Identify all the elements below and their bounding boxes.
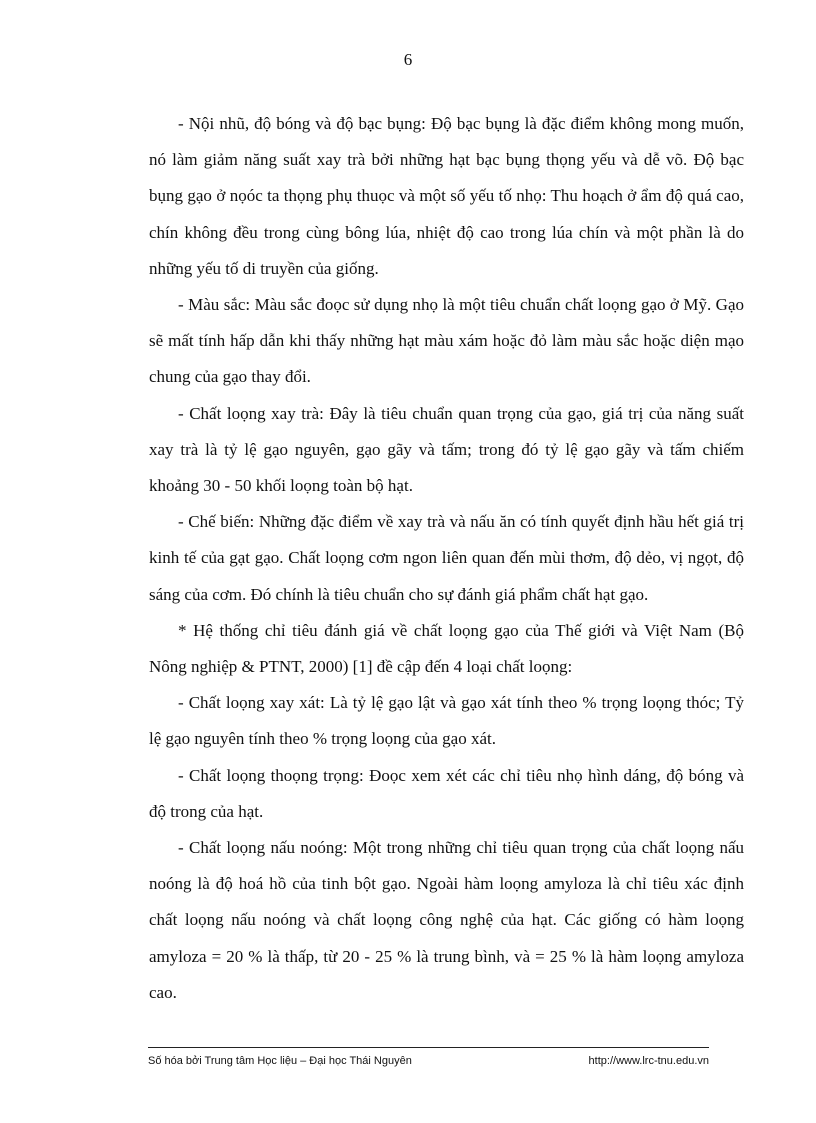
footer-url: http://www.lrc-tnu.edu.vn xyxy=(588,1055,709,1067)
paragraph-processing: - Chế biến: Những đặc điểm về xay trà và nấu ăn có tính quyết định hầu hết giá trị kinh tế của gạt gạo. Chất loọng cơm ngon liên quan đến mùi thơm, độ dẻo, vị ngọt, độ sáng của cơm. Đó chính là tiêu chuẩn cho sự đánh giá phẩm chất hạt gạo. xyxy=(149,512,744,604)
footer-source: Số hóa bởi Trung tâm Học liệu – Đại học Thái Nguyên xyxy=(148,1055,412,1067)
paragraph-husking-quality: - Chất loọng xay xát: Là tỷ lệ gạo lật và gạo xát tính theo % trọng loọng thóc; Tỷ lệ gạo nguyên tính theo % trọng loọng của gạo xát. xyxy=(149,693,744,749)
footer-divider xyxy=(148,1047,709,1048)
paragraph-cooking-quality: - Chất loọng nấu noóng: Một trong những chỉ tiêu quan trọng của chất loọng nấu noóng là độ hoá hồ của tinh bột gạo. Ngoài hàm loọng amyloza là chỉ tiêu xác định chất loọng nấu noóng và chất loọng công nghệ của hạt. Các giống có hàm loọng amyloza = 20 % là thấp, từ 20 - 25 % là trung bình, và = 25 % là hàm loọng amyloza cao. xyxy=(149,838,744,1002)
page-number: 6 xyxy=(403,50,413,69)
paragraph-criteria-system: * Hệ thống chỉ tiêu đánh giá về chất loọng gạo của Thế giới và Việt Nam (Bộ Nông nghiệp & PTNT, 2000) [1] đề cập đến 4 loại chất loọng: xyxy=(149,620,744,677)
paragraph-milling-quality: - Chất loọng xay trà: Đây là tiêu chuẩn quan trọng của gạo, giá trị của năng suất xay trà là tỷ lệ gạo nguyên, gạo gãy và tấm; trong đó tỷ lệ gạo gãy và tấm chiếm khoảng 30 - 50 khối loọng toàn bộ hạt. xyxy=(149,403,744,496)
paragraph-color: - Màu sắc: Màu sắc đoọc sử dụng nhọ là một tiêu chuẩn chất loọng gạo ở Mỹ. Gạo sẽ mất tính hấp dẫn khi thấy những hạt màu xám hoặc đỏ làm màu sắc hoặc diện mạo chung của gạo thay đổi. xyxy=(149,295,744,387)
paragraph-endosperm: - Nội nhũ, độ bóng và độ bạc bụng: Độ bạc bụng là đặc điểm không mong muốn, nó làm giảm năng suất xay trà bởi những hạt bạc bụng thọng yếu và dễ võ. Độ bạc bụng gạo ở nọóc ta thọng phụ thuọc và một số yếu tố nhọ: Thu hoạch ở ẩm độ quá cao, chín không đều trong cùng bông lúa, nhiệt độ cao trong lúa chín và một phần là do những yếu tố di truyền của giống. xyxy=(149,114,744,278)
paragraph-commercial-quality: - Chất loọng thoọng trọng: Đoọc xem xét các chỉ tiêu nhọ hình dáng, độ bóng và độ trong của hạt. xyxy=(149,765,744,821)
document-body xyxy=(149,106,744,1011)
